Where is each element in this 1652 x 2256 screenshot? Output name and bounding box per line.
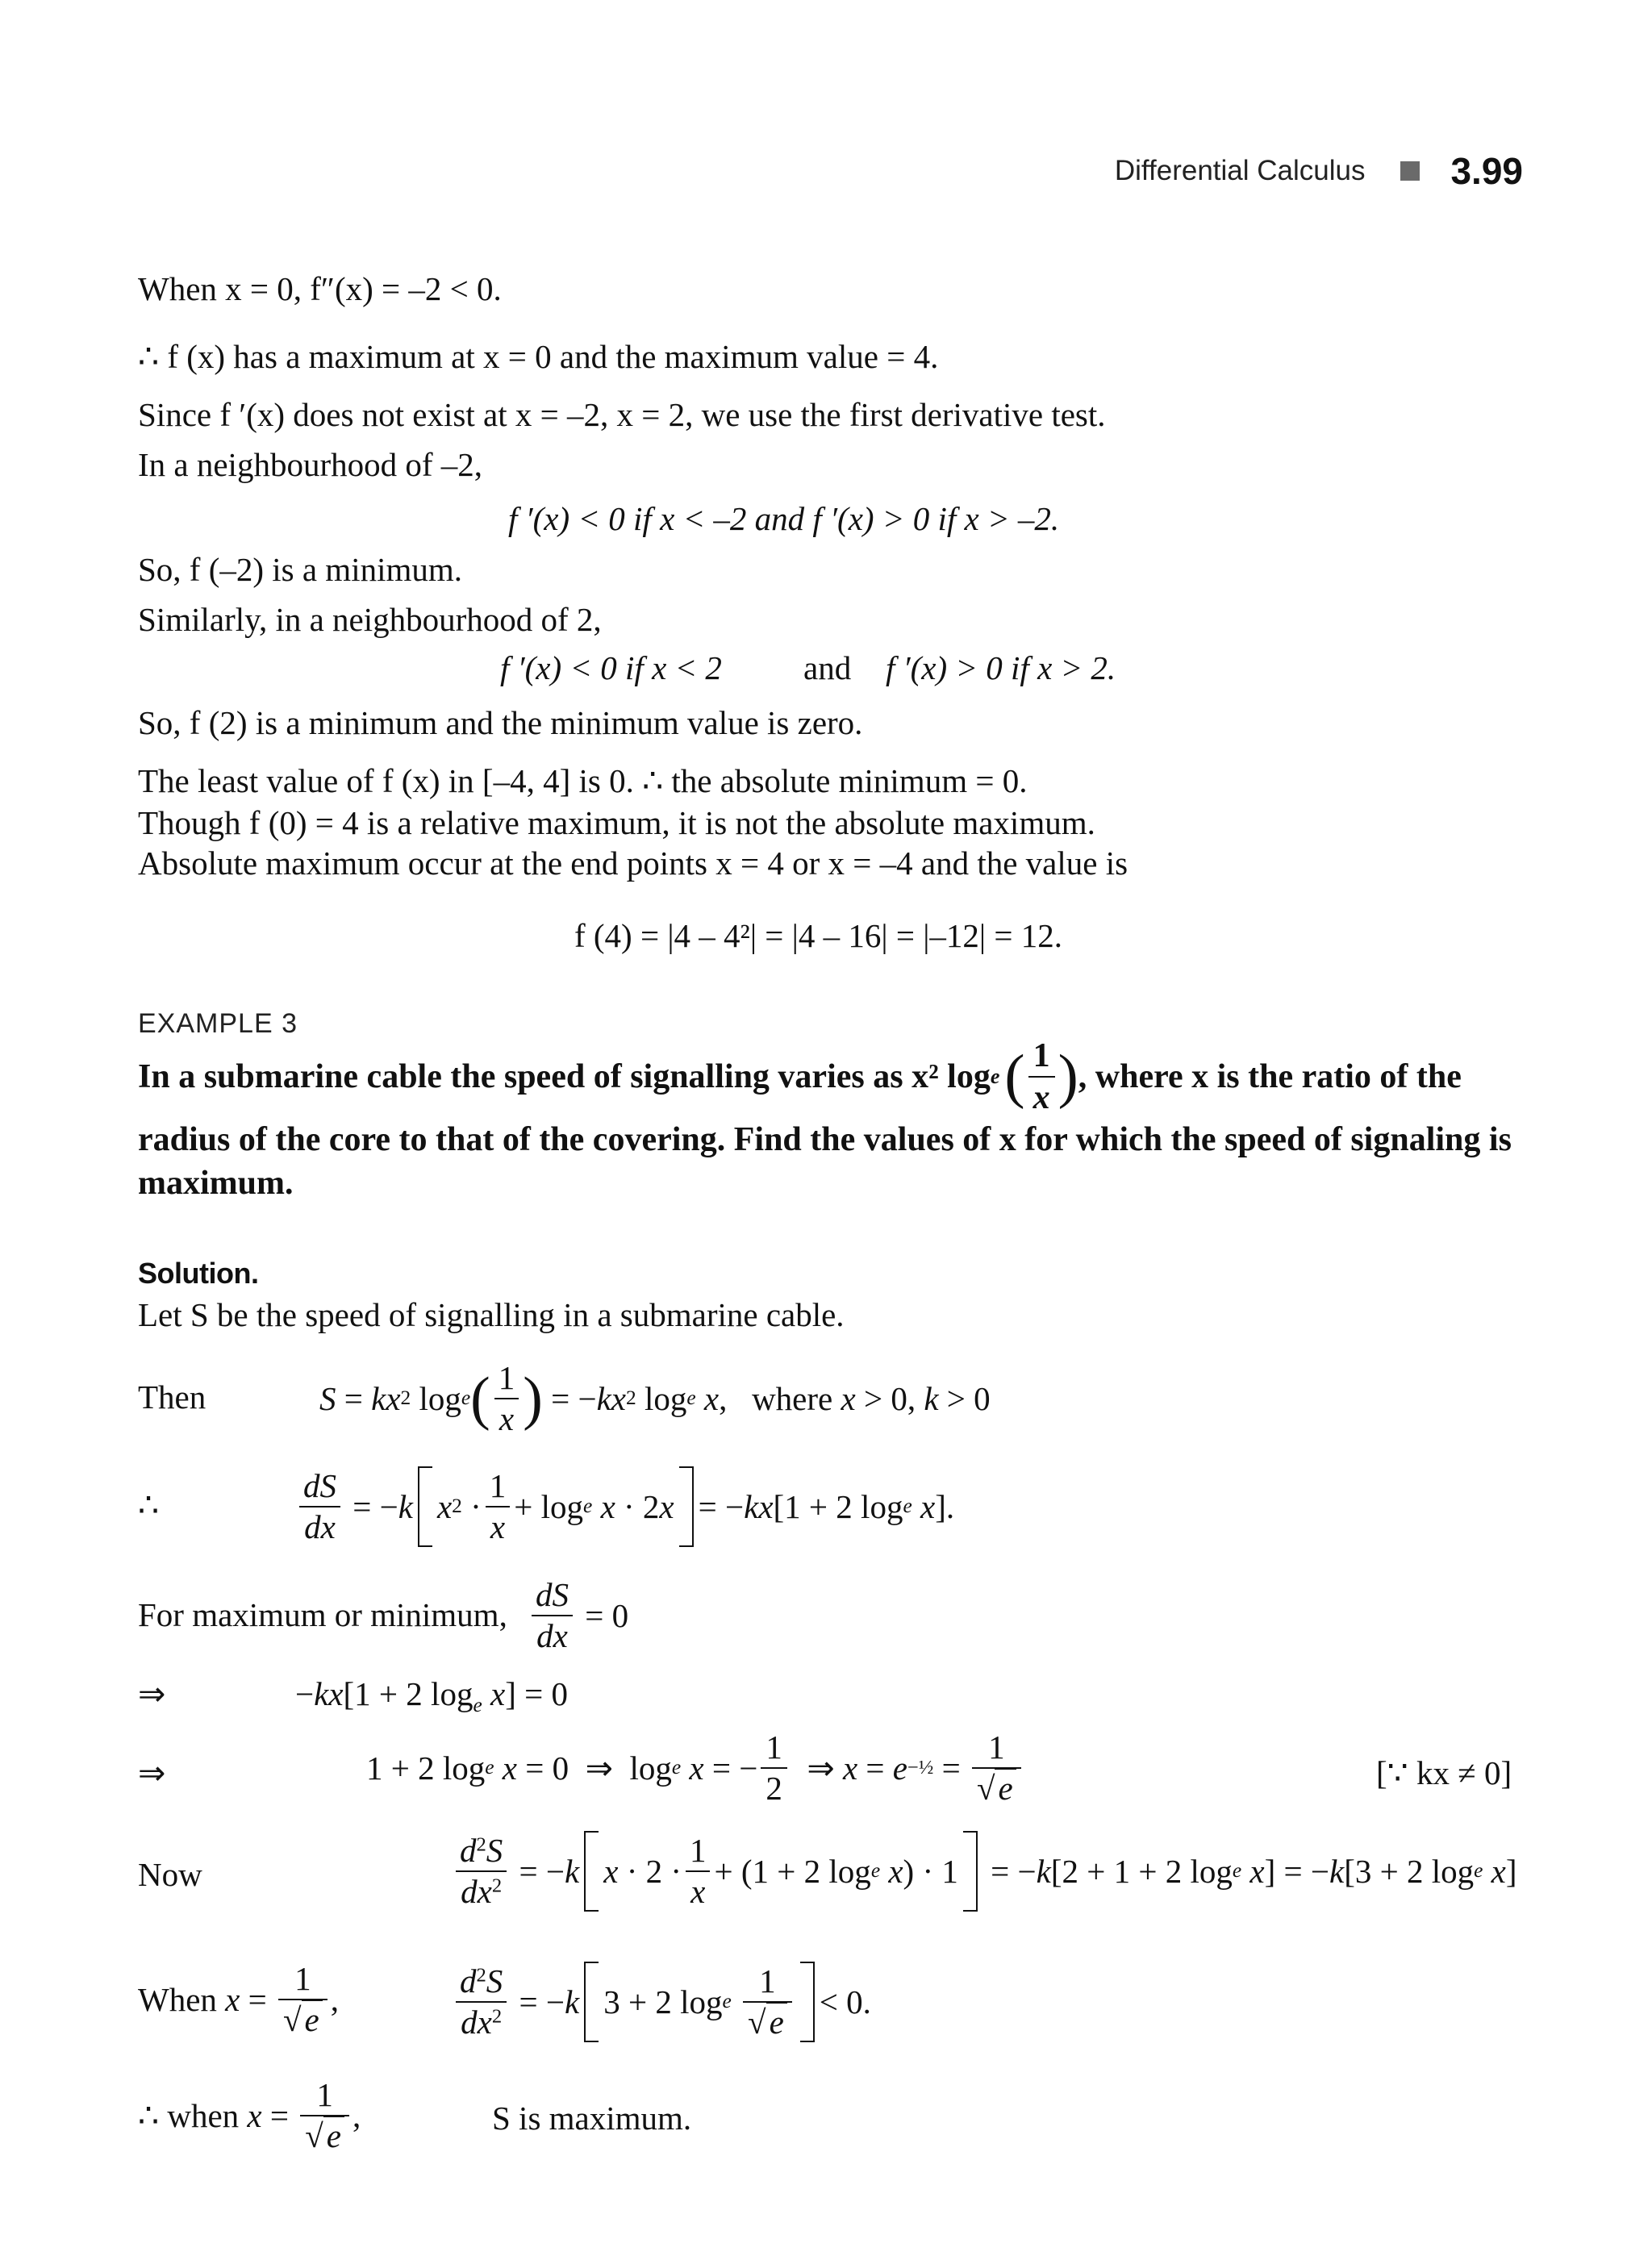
example-log-base: e <box>990 1065 1000 1089</box>
final-condition: ∴ when x = $\frac{1}{√e}$ , <box>138 2076 361 2154</box>
text-line-6: So, f (–2) is a minimum. <box>138 551 463 588</box>
text-line-10: The least value of f (x) in [–4, 4] is 0. ∴ the absolute minimum = 0. <box>138 762 1028 799</box>
implies-symbol-2: ⇒ <box>138 1754 166 1791</box>
text-line-1: When x = 0, f″(x) = –2 < 0. <box>138 270 502 307</box>
text-line-8c: f ′(x) > 0 if x > 2. <box>886 649 1116 686</box>
equation-second-derivative: $\frac{d^2S}{dx^2}$ = − k x · 2 · $\frac{1}{x}$ + (1 + 2 log e x ) · 1 = − k [2 + 1 + 2 log e x ] = − k [3 + 2 log e x ] <box>452 1824 1517 1918</box>
equation-s-definition: S = kx 2 log e ( $\frac{1}{x}$ ) = − kx 2 log e x , where x > 0, k > 0 <box>319 1359 991 1437</box>
when-condition: When x = $\frac{1}{√e}$ , <box>138 1960 339 2038</box>
solution-heading: Solution. <box>138 1257 259 1290</box>
example-line-3: maximum. <box>138 1165 294 1202</box>
final-label: ∴ when <box>138 2096 240 2134</box>
text-line-3: Since f ′(x) does not exist at x = –2, x = 2, we use the first derivative test. <box>138 396 1106 433</box>
header-square-icon <box>1400 161 1420 181</box>
example-line-2: radius of the core to that of the covering. Find the values of x for which the speed of signaling is <box>138 1121 1512 1158</box>
equation-first-derivative: $\frac{dS}{dx}$ = − k x 2 · $\frac{1}{x}$ + log e x · 2 x = − kx [1 + 2 log e x ]. <box>295 1460 954 1553</box>
text-line-9: So, f (2) is a minimum and the minimum value is zero. <box>138 704 863 741</box>
final-result: S is maximum. <box>492 2100 692 2137</box>
text-line-8a: f ′(x) < 0 if x < 2 <box>500 649 722 686</box>
section-title: Differential Calculus <box>1114 155 1366 186</box>
equation-second-derivative-value: $\frac{d^2S}{dx^2}$ = − k 3 + 2 log e $\frac{1}{√e}$ < 0. <box>452 1955 871 2049</box>
example-label: EXAMPLE 3 <box>138 1008 298 1039</box>
example-text-1: In a submarine cable the speed of signalling varies as x² log <box>138 1057 991 1095</box>
when-label: When <box>138 1980 217 2018</box>
solution-intro: Let S be the speed of signalling in a submarine cable. <box>138 1296 845 1333</box>
implies-symbol-1: ⇒ <box>138 1675 166 1712</box>
text-line-8b: and <box>803 649 852 686</box>
text-line-4: In a neighbourhood of –2, <box>138 446 482 483</box>
equation-f4: f (4) = |4 – 4²| = |4 – 16| = |–12| = 12. <box>574 917 1062 954</box>
equation-kx-zero: −kx[1 + 2 $\log_e x] = 0$ <box>295 1675 568 1717</box>
left-paren: ( <box>1004 1043 1025 1111</box>
example-line-1 <box>138 1037 1462 1116</box>
text-line-2: ∴ f (x) has a maximum at x = 0 and the maximum value = 4. <box>138 338 939 375</box>
running-header <box>1115 147 1523 195</box>
text-line-11: Though f (0) = 4 is a relative maximum, it is not the absolute maximum. <box>138 804 1095 841</box>
because-note: [∵ kx ≠ 0] <box>1376 1754 1512 1791</box>
text-line-7: Similarly, in a neighbourhood of 2, <box>138 601 602 638</box>
text-line-12: Absolute maximum occur at the end points x = 4 or x = –4 and the value is <box>138 844 1128 882</box>
equation-derivative-zero: $\frac{dS}{dx}$ = 0 <box>528 1571 628 1660</box>
now-label: Now <box>138 1856 202 1893</box>
then-label: Then <box>138 1378 206 1416</box>
equation-solve-x: 1 + 2 log e x = 0 ⇒ log e x = − $\frac{1}{2}$ ⇒ x = e −½ = $\frac{1}{√e}$ <box>366 1721 1024 1815</box>
page-number: 3.99 <box>1450 150 1523 192</box>
text-line-5: f ′(x) < 0 if x < –2 and f ′(x) > 0 if x > –2. <box>508 500 1060 537</box>
therefore-symbol: ∴ <box>138 1487 160 1524</box>
right-paren: ) <box>1058 1043 1078 1111</box>
for-maximum-label: For maximum or minimum, <box>138 1596 507 1633</box>
example-text-1b: , where x is the ratio of the <box>1078 1057 1462 1095</box>
example-fraction: $\frac{1}{x}$ <box>1028 1039 1055 1115</box>
